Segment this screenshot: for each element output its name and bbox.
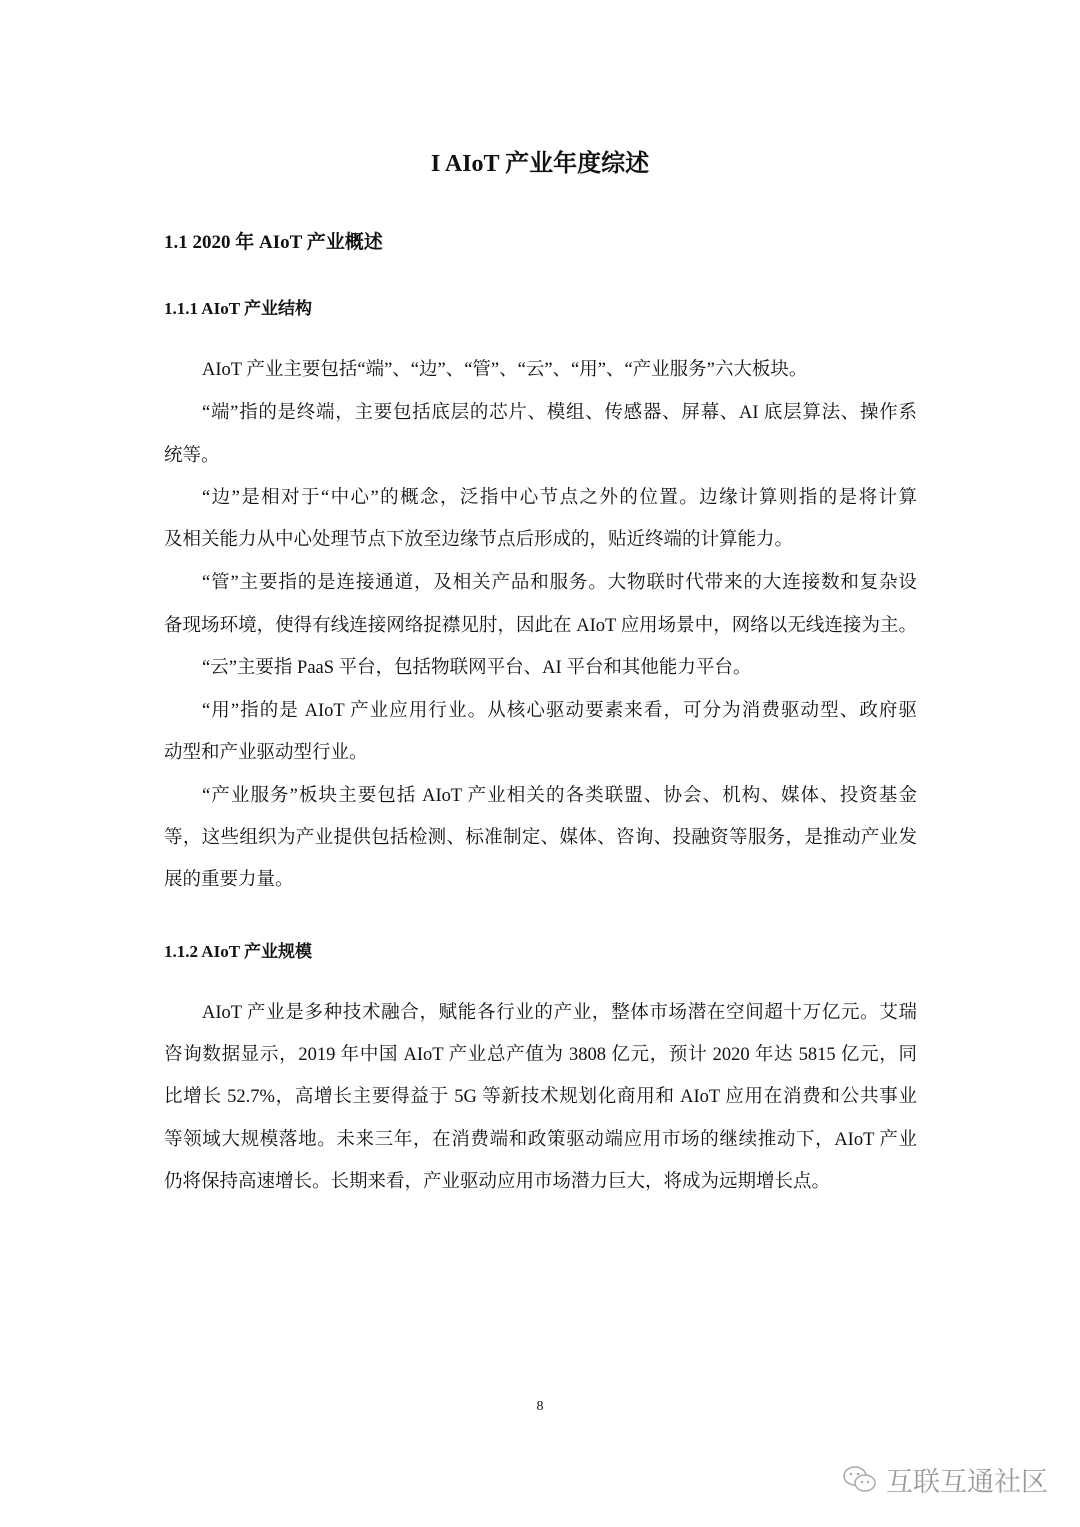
paragraph-line: 比增长 52.7%，高增长主要得益于 5G 等新技术规划化商用和 AIoT 应用在消费和公共事业: [164, 1087, 917, 1107]
watermark-text: 互联互通社区: [886, 1467, 1048, 1498]
section-heading-1-1-2: 1.1.2 AIoT 产业规模: [164, 942, 312, 961]
paragraph-line: “云”主要指 PaaS 平台，包括物联网平台、AI 平台和其他能力平台。: [202, 658, 752, 678]
section-heading-1-1-1: 1.1.1 AIoT 产业结构: [164, 299, 312, 318]
paragraph-line: 展的重要力量。: [164, 870, 294, 890]
paragraph-line: “产业服务”板块主要包括 AIoT 产业相关的各类联盟、协会、机构、媒体、投资基金: [202, 786, 917, 806]
page-title: I AIoT 产业年度综述: [430, 151, 650, 177]
page-number: 8: [536, 1399, 544, 1414]
paragraph-line: 统等。: [164, 446, 220, 466]
section-heading-1-1: 1.1 2020 年 AIoT 产业概述: [164, 232, 383, 253]
paragraph-line: 咨询数据显示，2019 年中国 AIoT 产业总产值为 3808 亿元，预计 2020 年达 5815 亿元，同: [164, 1045, 917, 1065]
paragraph-line: “端”指的是终端，主要包括底层的芯片、模组、传感器、屏幕、AI 底层算法、操作系: [202, 403, 917, 423]
watermark: [842, 1460, 1048, 1499]
paragraph-line: “边”是相对于“中心”的概念，泛指中心节点之外的位置。边缘计算则指的是将计算: [202, 488, 917, 508]
paragraph-line: 等，这些组织为产业提供包括检测、标准制定、媒体、咨询、投融资等服务，是推动产业发: [164, 828, 917, 848]
paragraph-line: 及相关能力从中心处理节点下放至边缘节点后形成的，贴近终端的计算能力。: [164, 530, 794, 550]
paragraph-line: 等领域大规模落地。未来三年，在消费端和政策驱动端应用市场的继续推动下，AIoT 产业: [164, 1130, 917, 1150]
paragraph-line: “用”指的是 AIoT 产业应用行业。从核心驱动要素来看，可分为消费驱动型、政府驱: [202, 701, 917, 721]
paragraph-line: 仍将保持高速增长。长期来看，产业驱动应用市场潜力巨大，将成为远期增长点。: [164, 1172, 831, 1192]
paragraph-line: 备现场环境，使得有线连接网络捉襟见肘，因此在 AIoT 应用场景中，网络以无线连接为主。: [164, 616, 917, 636]
paragraph-line: AIoT 产业主要包括“端”、“边”、“管”、“云”、“用”、“产业服务”六大板块。: [202, 360, 808, 380]
paragraph-line: AIoT 产业是多种技术融合，赋能各行业的产业，整体市场潜在空间超十万亿元。艾瑞: [202, 1003, 917, 1023]
paragraph-line: “管”主要指的是连接通道，及相关产品和服务。大物联时代带来的大连接数和复杂设: [202, 573, 917, 593]
paragraph-line: 动型和产业驱动型行业。: [164, 743, 368, 763]
wechat-icon: [842, 1465, 878, 1495]
